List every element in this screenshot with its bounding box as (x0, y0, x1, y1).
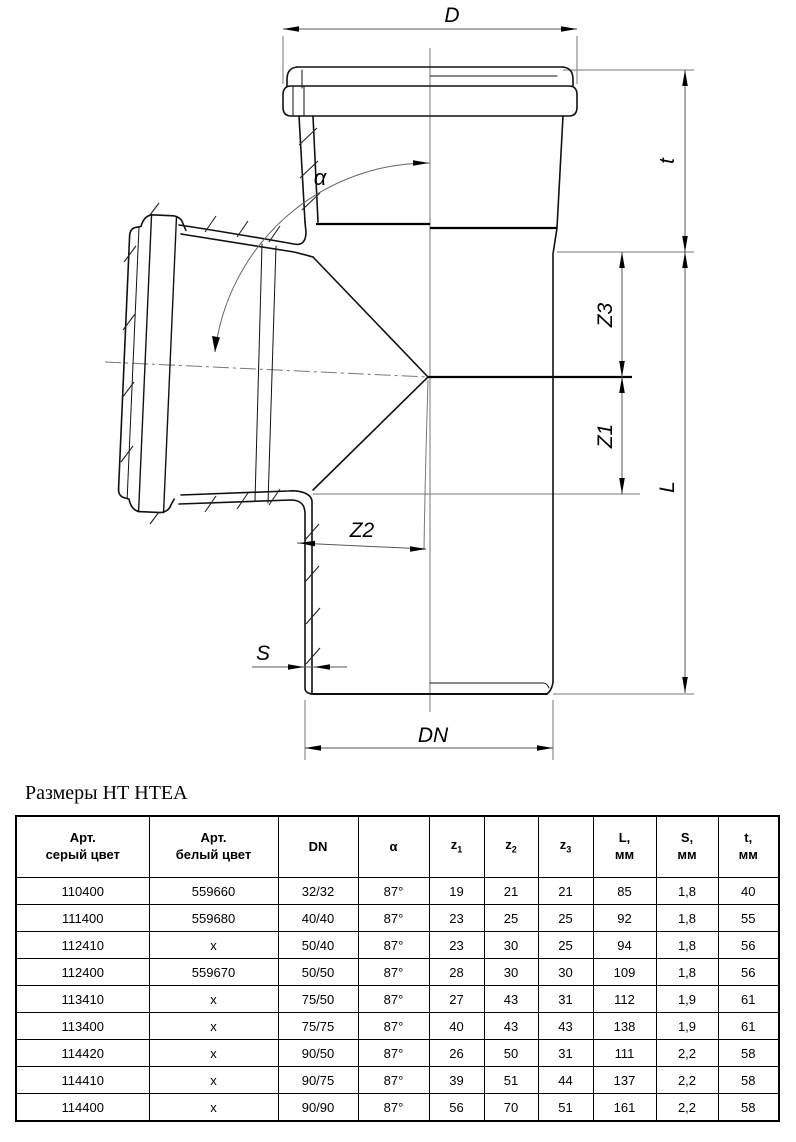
dimension-alpha (212, 160, 430, 352)
cell: 61 (718, 1013, 779, 1040)
cell: 43 (538, 1013, 593, 1040)
cell: 19 (429, 878, 484, 905)
cell: 112 (593, 986, 656, 1013)
cell: 1,8 (656, 932, 718, 959)
cell: 87° (358, 959, 429, 986)
table-row (16, 1013, 779, 1040)
dimension-Z2 (297, 519, 426, 552)
cell: 90/50 (278, 1040, 358, 1067)
cell: 92 (593, 905, 656, 932)
column-header-t: t, мм (718, 816, 779, 878)
cell: 138 (593, 1013, 656, 1040)
cell: 87° (358, 878, 429, 905)
table-row (16, 878, 779, 905)
cell: 113410 (16, 986, 149, 1013)
cell: 87° (358, 1067, 429, 1094)
label-Z3: Z3 (594, 302, 617, 328)
cell: 110400 (16, 878, 149, 905)
cell: x (149, 986, 278, 1013)
column-header-alpha: α (358, 816, 429, 878)
cell: x (149, 1067, 278, 1094)
cell: 56 (718, 959, 779, 986)
cell: 43 (484, 1013, 538, 1040)
column-header-art-grey: Арт. серый цвет (16, 816, 149, 878)
cell: x (149, 1040, 278, 1067)
cell: 30 (538, 959, 593, 986)
cell: 50/50 (278, 959, 358, 986)
cell: 51 (484, 1067, 538, 1094)
header-row (16, 816, 779, 878)
column-header-l: L, мм (593, 816, 656, 878)
cell: 87° (358, 1040, 429, 1067)
cell: 23 (429, 932, 484, 959)
cell: 30 (484, 959, 538, 986)
dimension-Z1 (594, 377, 625, 494)
dimension-t (656, 70, 688, 252)
cell: 21 (538, 878, 593, 905)
table-row (16, 905, 779, 932)
cell: 137 (593, 1067, 656, 1094)
table-row (16, 1040, 779, 1067)
cell: 2,2 (656, 1094, 718, 1122)
extension-lines (283, 36, 694, 760)
cell: 1,9 (656, 1013, 718, 1040)
cell: 56 (429, 1094, 484, 1122)
cell: 50 (484, 1040, 538, 1067)
label-alpha: α (313, 165, 327, 190)
cell: 87° (358, 986, 429, 1013)
cell: 2,2 (656, 1067, 718, 1094)
label-D: D (444, 4, 460, 27)
cell: 1,9 (656, 986, 718, 1013)
hatching (121, 128, 320, 664)
cell: 61 (718, 986, 779, 1013)
cell: 559680 (149, 905, 278, 932)
dimension-L (656, 252, 688, 693)
cell: 87° (358, 905, 429, 932)
cell: 25 (538, 905, 593, 932)
table-row (16, 1094, 779, 1122)
cell: 28 (429, 959, 484, 986)
cell: 87° (358, 932, 429, 959)
cell: 70 (484, 1094, 538, 1122)
dimensions-table (15, 815, 780, 1122)
cell: 23 (429, 905, 484, 932)
cell: 58 (718, 1067, 779, 1094)
table-row (16, 959, 779, 986)
cell: 114420 (16, 1040, 149, 1067)
cell: 44 (538, 1067, 593, 1094)
label-Z1: Z1 (594, 423, 617, 449)
label-L: L (656, 481, 679, 493)
label-DN: DN (417, 724, 449, 747)
cell: 50/40 (278, 932, 358, 959)
cell: 75/75 (278, 1013, 358, 1040)
cell: 56 (718, 932, 779, 959)
cell: 90/90 (278, 1094, 358, 1122)
cell: 87° (358, 1013, 429, 1040)
cell: 31 (538, 1040, 593, 1067)
cell: 55 (718, 905, 779, 932)
cell: 559660 (149, 878, 278, 905)
cell: 114410 (16, 1067, 149, 1094)
label-t: t (656, 158, 679, 164)
column-header-z1: $z_1$ (429, 816, 484, 878)
cell: 87° (358, 1094, 429, 1122)
cell: x (149, 1094, 278, 1122)
dimension-Z3 (594, 252, 625, 377)
cell: 112400 (16, 959, 149, 986)
cell: 85 (593, 878, 656, 905)
cell: 75/50 (278, 986, 358, 1013)
cell: 40/40 (278, 905, 358, 932)
cell: 21 (484, 878, 538, 905)
cell: 30 (484, 932, 538, 959)
cell: 58 (718, 1040, 779, 1067)
table-row (16, 986, 779, 1013)
label-S: S (255, 642, 271, 665)
label-Z2: Z2 (349, 519, 375, 542)
cell: 111400 (16, 905, 149, 932)
cell: 161 (593, 1094, 656, 1122)
cell: 40 (429, 1013, 484, 1040)
cell: 114400 (16, 1094, 149, 1122)
table-row (16, 1067, 779, 1094)
section-bold-lines (316, 224, 632, 377)
cell: 90/75 (278, 1067, 358, 1094)
centerlines (105, 48, 430, 712)
cell: 25 (538, 932, 593, 959)
column-header-dn: DN (278, 816, 358, 878)
cell: 1,8 (656, 905, 718, 932)
dimension-D (283, 4, 577, 32)
cell: 26 (429, 1040, 484, 1067)
cell: 94 (593, 932, 656, 959)
cell: 559670 (149, 959, 278, 986)
cell: 113400 (16, 1013, 149, 1040)
cell: x (149, 1013, 278, 1040)
dimension-DN (305, 724, 553, 751)
table-row (16, 932, 779, 959)
cell: 39 (429, 1067, 484, 1094)
cell: 58 (718, 1094, 779, 1122)
pipe-tee-outline (118, 67, 577, 694)
page-title: Размеры НТ НТЕА (25, 782, 188, 804)
cell: x (149, 932, 278, 959)
cell: 111 (593, 1040, 656, 1067)
cell: 112410 (16, 932, 149, 959)
cell: 1,8 (656, 959, 718, 986)
column-header-z2: $z_2$ (484, 816, 538, 878)
column-header-z3: $z_3$ (538, 816, 593, 878)
cell: 25 (484, 905, 538, 932)
cell: 40 (718, 878, 779, 905)
cell: 31 (538, 986, 593, 1013)
cell: 51 (538, 1094, 593, 1122)
cell: 32/32 (278, 878, 358, 905)
dimension-S (252, 642, 347, 670)
cell: 43 (484, 986, 538, 1013)
cell: 109 (593, 959, 656, 986)
column-header-art-white: Арт. белый цвет (149, 816, 278, 878)
cell: 1,8 (656, 878, 718, 905)
cell: 27 (429, 986, 484, 1013)
cell: 2,2 (656, 1040, 718, 1067)
column-header-s: S, мм (656, 816, 718, 878)
